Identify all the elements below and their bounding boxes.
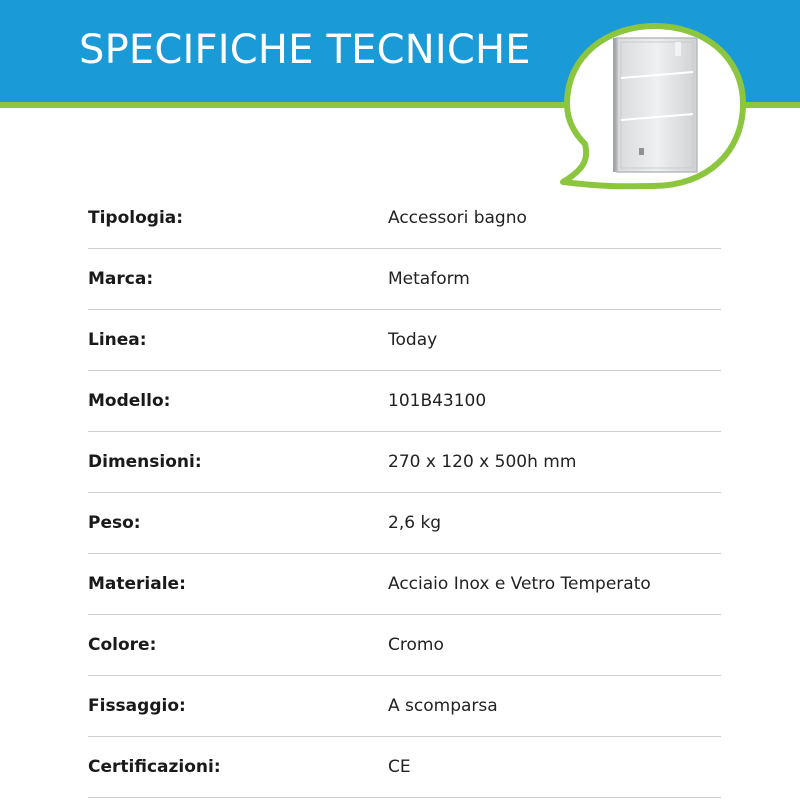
page-title: SPECIFICHE TECNICHE [79,27,531,73]
spec-value: CE [388,757,411,777]
spec-value: Acciaio Inox e Vetro Temperato [388,574,651,594]
spec-label: Linea: [88,330,147,350]
product-image-bubble [555,20,755,200]
spec-row-tipologia [88,188,721,249]
spec-label: Colore: [88,635,157,655]
spec-row-certificazioni [88,737,721,798]
spec-label: Fissaggio: [88,696,186,716]
spec-value: Metaform [388,269,470,289]
spec-label: Certificazioni: [88,757,221,777]
spec-row-fissaggio [88,676,721,737]
spec-value: Accessori bagno [388,208,527,228]
spec-row-linea [88,310,721,371]
spec-label: Tipologia: [88,208,184,228]
spec-value: A scomparsa [388,696,498,716]
spec-label: Dimensioni: [88,452,202,472]
spec-value: 2,6 kg [388,513,442,533]
spec-value: 101B43100 [388,391,487,411]
spec-value: Cromo [388,635,444,655]
spec-label: Materiale: [88,574,186,594]
spec-value: Today [388,330,438,350]
bathroom-cabinet-image [613,38,697,172]
spec-table [88,188,721,798]
spec-row-peso [88,493,721,554]
spec-value: 270 x 120 x 500h mm [388,452,577,472]
spec-label: Peso: [88,513,141,533]
spec-row-modello [88,371,721,432]
spec-label: Marca: [88,269,154,289]
spec-row-dimensioni [88,432,721,493]
spec-label: Modello: [88,391,171,411]
spec-row-colore [88,615,721,676]
spec-row-marca [88,249,721,310]
spec-row-materiale [88,554,721,615]
